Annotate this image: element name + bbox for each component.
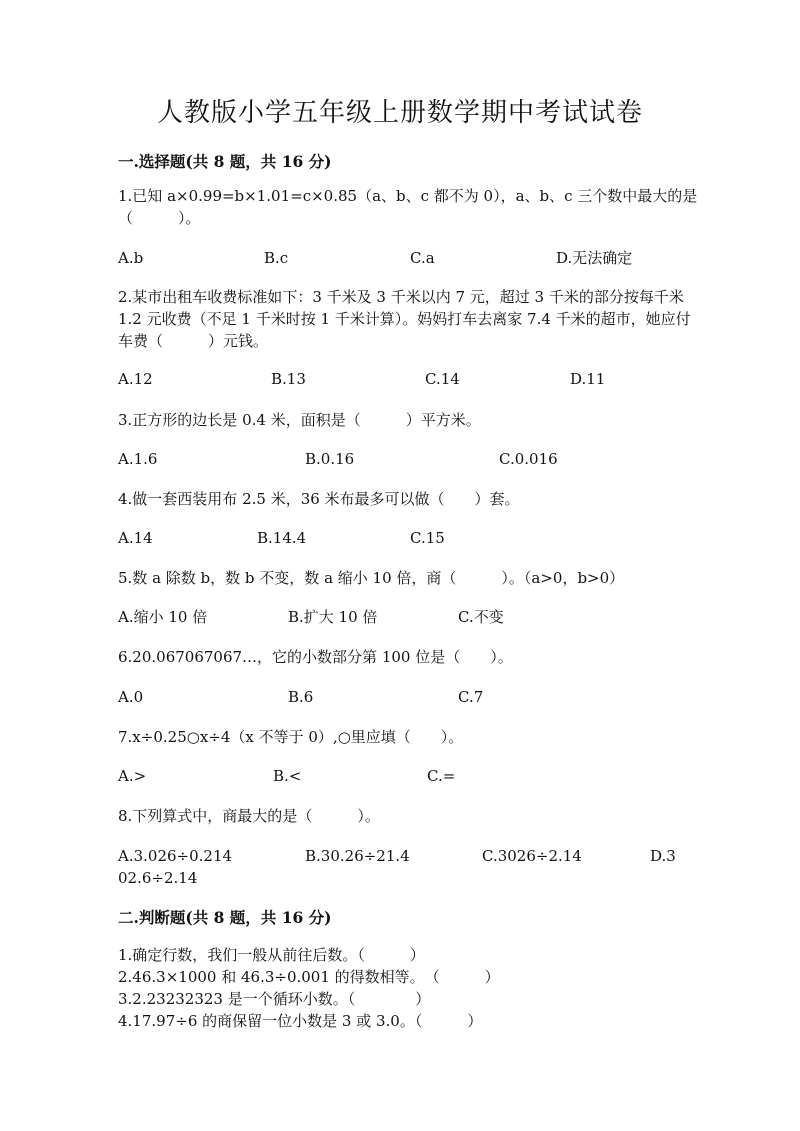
option-a: A.12 (118, 370, 153, 388)
options-q2 (118, 368, 718, 390)
option-c: C.7 (458, 688, 484, 706)
option-b: B.13 (271, 370, 306, 388)
option-c: C.不变 (458, 608, 504, 626)
page-title: 人教版小学五年级上册数学期中考试试卷 (156, 98, 643, 128)
option-c: C.15 (410, 529, 445, 547)
option-b: B.c (264, 249, 289, 267)
option-a: A.0 (118, 688, 144, 706)
option-a: A.> (118, 767, 147, 785)
option-c: C.0.016 (499, 450, 558, 468)
question-5: 5.数 a 除数 b，数 b 不变，数 a 缩小 10 倍，商（ ）。（a>0，b>0） (118, 569, 625, 587)
options-q6 (118, 686, 718, 708)
question-4: 4.做一套西装用布 2.5 米，36 米布最多可以做（ ）套。 (118, 490, 520, 508)
options-q4 (118, 527, 718, 549)
options-q7 (118, 765, 718, 787)
options-q8 (118, 845, 718, 867)
section-heading-judgement: 二.判断题(共 8 题，共 16 分) (118, 908, 332, 927)
question-1: 1.已知 a×0.99=b×1.01=c×0.85（a、b、c 都不为 0），a、b、c 三个数中最大的是（ ）。 (118, 187, 698, 227)
option-a: A.缩小 10 倍 (118, 608, 208, 626)
option-d: D.3 (650, 847, 676, 865)
option-b: B.扩大 10 倍 (288, 608, 378, 626)
option-d: D.无法确定 (556, 249, 633, 267)
judgement-item-2: 2.46.3×1000 和 46.3÷0.001 的得数相等。 （ ） (118, 968, 500, 986)
question-3: 3.正方形的边长是 0.4 米，面积是（ ）平方米。 (118, 411, 481, 429)
option-b: B.< (273, 767, 302, 785)
question-2: 2.某市出租车收费标准如下：3 千米及 3 千米以内 7 元，超过 3 千米的部分按每千米 1.2 元收费（不足 1 千米时按 1 千米计算）。妈妈打车去离家 7.4 千米的超市，她应付车费（ ）元钱。 (118, 288, 691, 350)
judgement-item-4: 4.17.97÷6 的商保留一位小数是 3 或 3.0。（ ） (118, 1012, 483, 1030)
option-b: B.14.4 (257, 529, 307, 547)
question-6: 6.20.067067067…，它的小数部分第 100 位是（ ）。 (118, 648, 513, 666)
option-b: B.30.26÷21.4 (305, 847, 410, 865)
options-q1 (118, 247, 718, 269)
judgement-item-1: 1.确定行数，我们一般从前往后数。（ ） (118, 946, 425, 964)
option-d-wrap: 02.6÷2.14 (118, 869, 198, 887)
section-heading-choice: 一.选择题(共 8 题，共 16 分) (118, 152, 332, 171)
option-a: A.14 (118, 529, 153, 547)
option-a: A.1.6 (118, 450, 158, 468)
option-a: A.3.026÷0.214 (118, 847, 233, 865)
option-c: C.a (410, 249, 435, 267)
option-b: B.0.16 (305, 450, 355, 468)
option-c: C.= (427, 767, 456, 785)
option-c: C.14 (425, 370, 460, 388)
option-a: A.b (118, 249, 144, 267)
options-q5 (118, 606, 718, 628)
question-8: 8.下列算式中，商最大的是（ ）。 (118, 807, 380, 825)
options-q3 (118, 448, 718, 470)
judgement-item-3: 3.2.23232323 是一个循环小数。（ ） (118, 990, 431, 1008)
option-d: D.11 (570, 370, 606, 388)
option-b: B.6 (288, 688, 314, 706)
option-c: C.3026÷2.14 (482, 847, 582, 865)
question-7: 7.x÷0.25○x÷4（x 不等于 0）,○里应填（ ）。 (118, 728, 464, 746)
